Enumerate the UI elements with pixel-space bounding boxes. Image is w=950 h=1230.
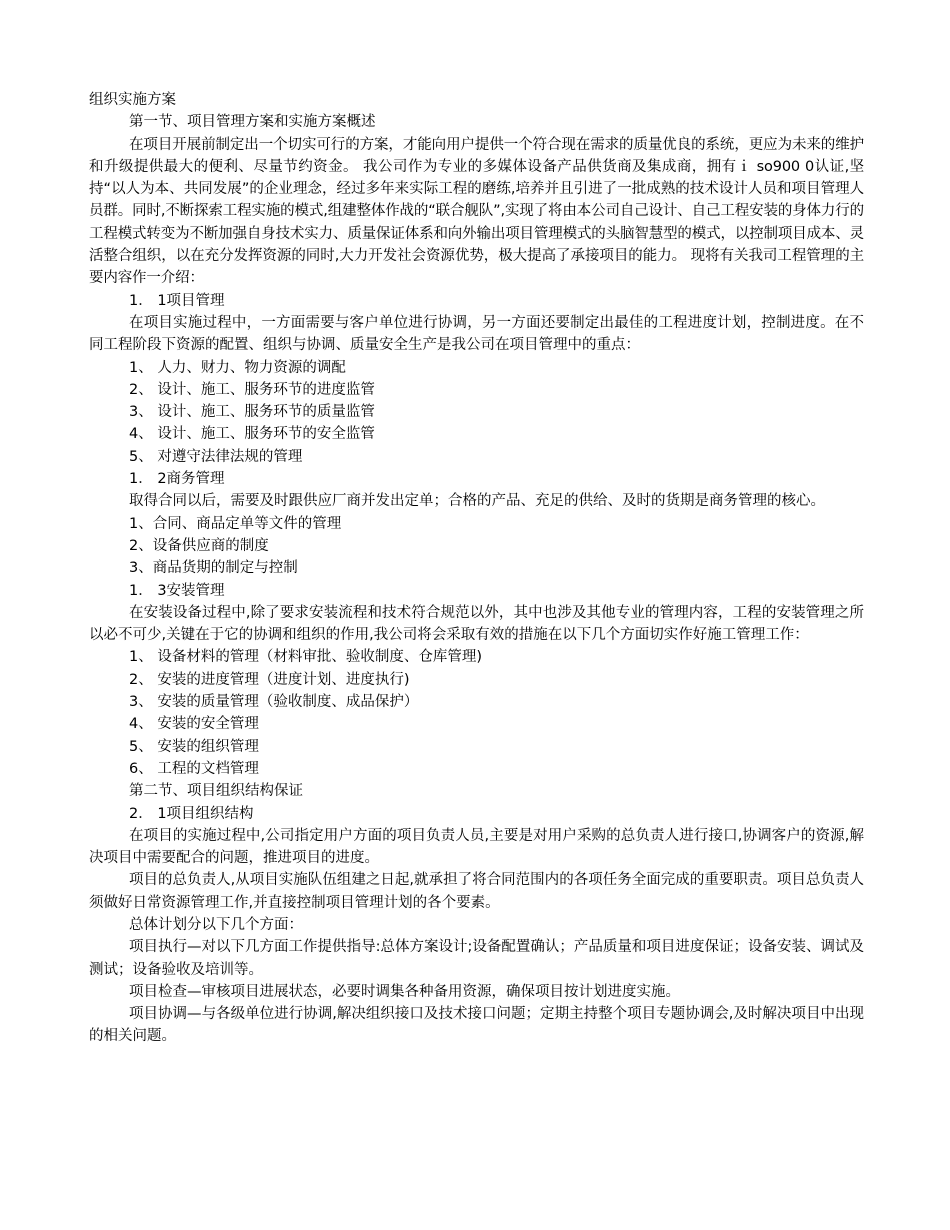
subsection-1-3-paragraph: 在安装设备过程中,除了要求安装流程和技术符合规范以外，其中也涉及其他专业的管理内容，工程的安装管理之所以必不可少,关键在于它的协调和组织的作用,我公司将会采取有效的措施在以下几个方面切实作好施工管理工作： [89, 604, 864, 644]
list-item: 6、 工程的文档管理 [129, 760, 259, 777]
subsection-1-2-heading: 1． 2商务管理 [129, 471, 225, 488]
subsection-1-1-paragraph: 在项目实施过程中，一方面需要与客户单位进行协调，另一方面还要制定出最佳的工程进度计划，控制进度。在不同工程阶段下资源的配置、组织与协调、质量安全生产是我公司在项目管理中的重点： [89, 314, 864, 354]
list-item: 3、 安装的质量管理（验收制度、成品保护） [129, 694, 419, 711]
list-item: 5、 安装的组织管理 [129, 738, 259, 755]
subsection-2-1-paragraph: 在项目的实施过程中,公司指定用户方面的项目负责人员,主要是对用户采购的总负责人进行接口,协调客户的资源,解决项目中需要配合的问题，推进项目的进度。 [89, 827, 864, 867]
list-item: 3、 设计、施工、服务环节的质量监管 [129, 404, 375, 421]
subsection-1-3-heading: 1． 3安装管理 [129, 582, 225, 599]
list-item: 4、 设计、施工、服务环节的安全监管 [129, 426, 375, 443]
list-item: 1、 设备材料的管理（材料审批、验收制度、仓库管理) [129, 649, 482, 666]
section-1-intro-paragraph: 在项目开展前制定出一个切实可行的方案，才能向用户提供一个符合现在需求的质量优良的系统，更应为未来的维护和升级提供最大的便利、尽量节约资金。 我公司作为专业的多媒体设备产品供货商及集成商，拥有ｉ so900 0认证,坚持“以人为本、共同发展”的企业理念，经过多年来实际工程的磨练,培养并且引进了一批成熟的技术设计人员和项目管理人员群。同时,不断探索工程实施的模式,组建整体作战的“联合舰队”,实现了将由本公司自己设计、自己工程安装的身体力行的工程模式转变为不断加强自身技术实力、质量保证体系和向外输出项目管理模式的头脑智慧型的模式，以控制项目成本、灵活整合组织，以在充分发挥资源的同时,大力开发社会资源优势，极大提高了承接项目的能力。 现将有关我司工程管理的主要内容作一介绍： [89, 136, 864, 287]
subsection-2-1-paragraph: 项目协调—与各级单位进行协调,解决组织接口及技术接口问题；定期主持整个项目专题协调会,及时解决项目中出现的相关问题。 [89, 1006, 864, 1045]
list-item: 1、 人力、财力、物力资源的调配 [129, 359, 346, 376]
document-body [89, 89, 864, 1048]
list-item: 5、 对遵守法律法规的管理 [129, 448, 303, 465]
subsection-1-2-paragraph: 取得合同以后，需要及时跟供应厂商并发出定单；合格的产品、充足的供给、及时的货期是商务管理的核心。 [129, 493, 825, 510]
document-title: 组织实施方案 [89, 92, 176, 108]
section-2-heading: 第二节、项目组织结构保证 [129, 783, 303, 800]
list-item: 1、合同、商品定单等文件的管理 [129, 515, 342, 532]
list-item: 2、 安装的进度管理（进度计划、进度执行) [129, 671, 410, 688]
subsection-2-1-paragraph: 项目执行—对以下几方面工作提供指导:总体方案设计;设备配置确认；产品质量和项目进度保证；设备安装、调试及测试；设备验收及培训等。 [89, 939, 864, 978]
subsection-1-1-heading: 1． 1项目管理 [129, 292, 225, 309]
subsection-2-1-paragraph: 总体计划分以下几个方面： [129, 916, 303, 933]
subsection-2-1-paragraph: 项目检查—审核项目进展状态，必要时调集各种备用资源，确保项目按计划进度实施。 [129, 983, 680, 1000]
subsection-2-1-heading: 2． 1项目组织结构 [129, 805, 254, 822]
list-item: 4、 安装的安全管理 [129, 716, 259, 733]
list-item: 2、设备供应商的制度 [129, 537, 269, 554]
list-item: 2、 设计、施工、服务环节的进度监管 [129, 381, 375, 398]
section-1-heading: 第一节、项目管理方案和实施方案概述 [129, 114, 376, 131]
list-item: 3、商品货期的制定与控制 [129, 560, 298, 577]
subsection-2-1-paragraph: 项目的总负责人,从项目实施队伍组建之日起,就承担了将合同范围内的各项任务全面完成的重要职责。项目总负责人须做好日常资源管理工作,并直接控制项目管理计划的各个要素。 [89, 872, 864, 911]
